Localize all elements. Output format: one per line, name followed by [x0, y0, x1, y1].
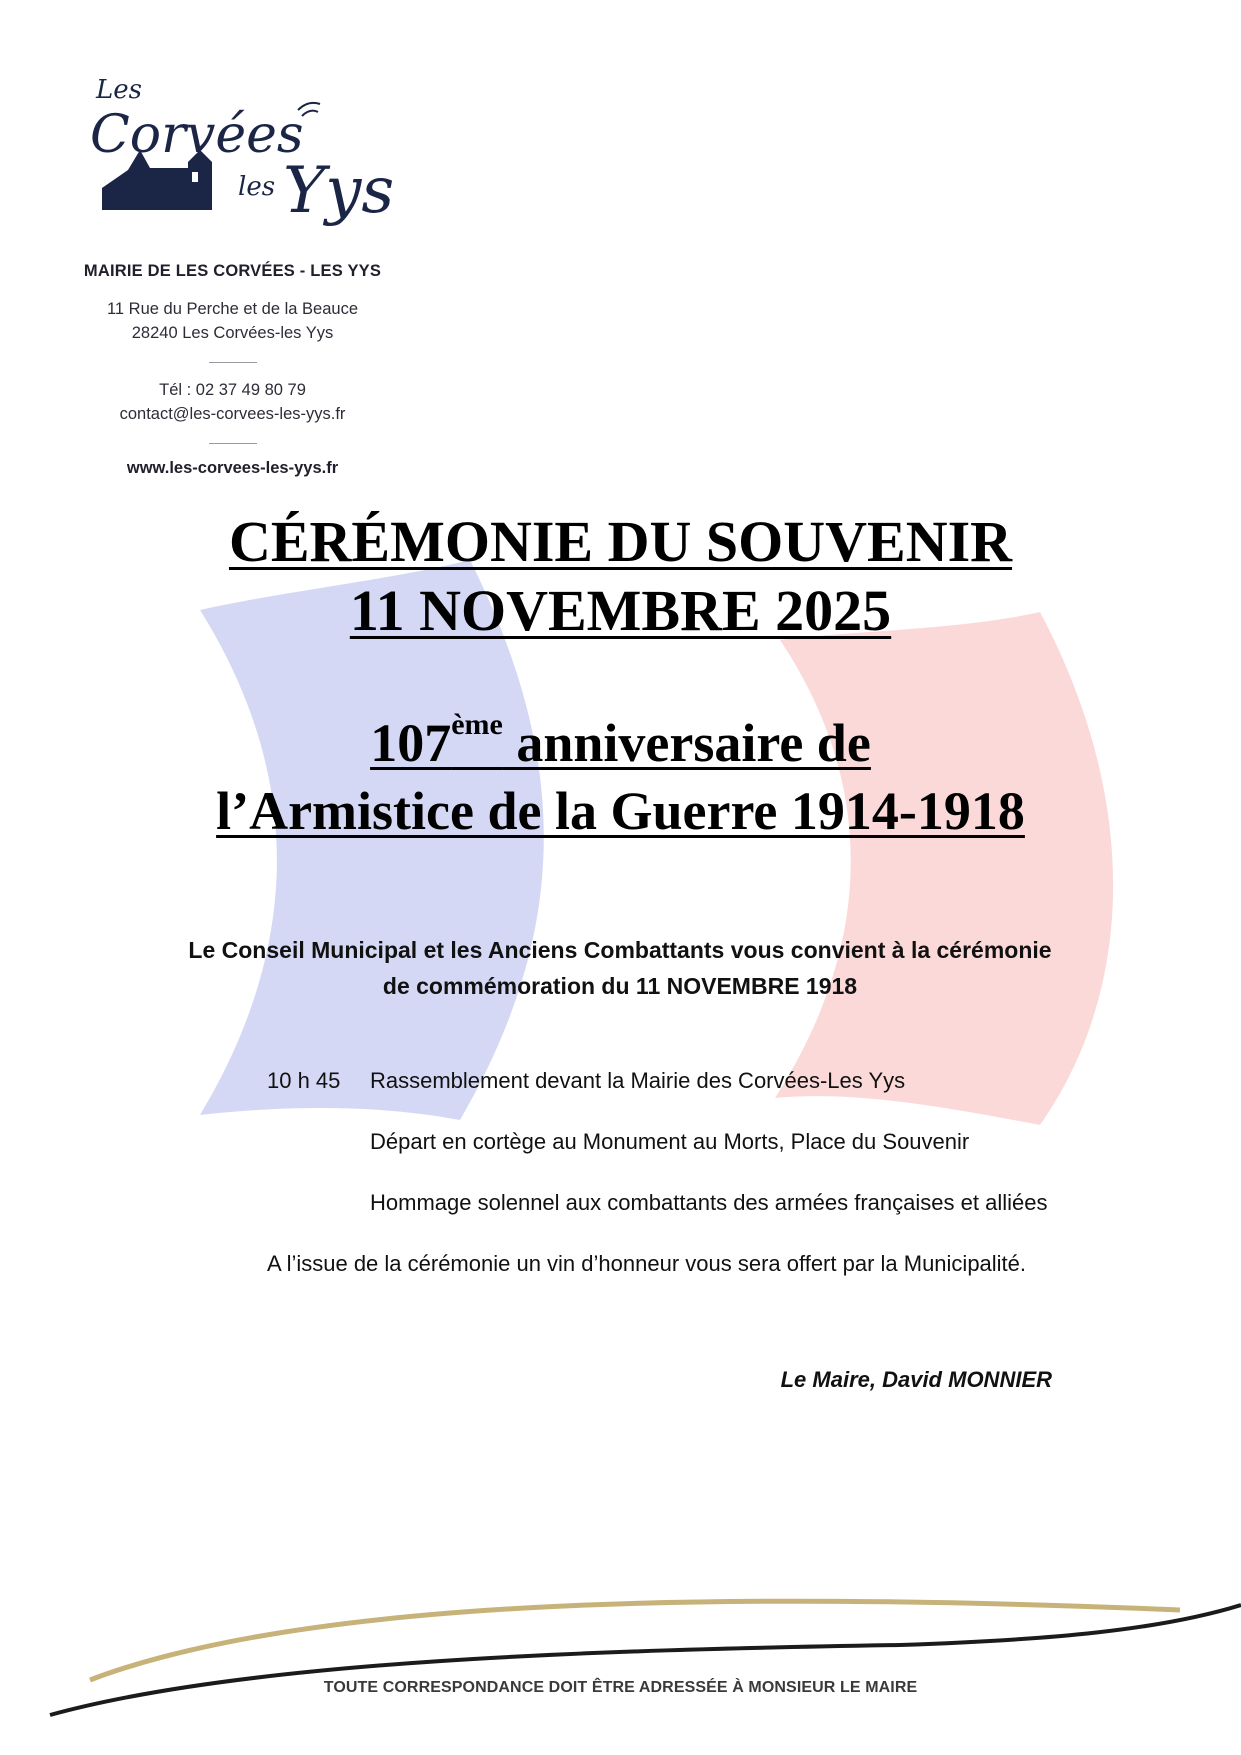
title-armistice: l’Armistice de la Guerre 1914-1918: [216, 781, 1025, 841]
intro-line-1: Le Conseil Municipal et les Anciens Combattants vous convient à la cérémonie: [188, 937, 1052, 963]
title-line-1: [0, 508, 1241, 575]
mairie-name: MAIRIE DE LES CORVÉES - LES YYS: [83, 262, 382, 280]
title-anniversary: [370, 708, 871, 773]
title-date: 11 NOVEMBRE 2025: [349, 578, 892, 643]
website-link[interactable]: www.les-corvees-les-yys.fr: [126, 459, 339, 477]
intro-line-2: de commémoration du 11 NOVEMBRE 1918: [382, 973, 858, 999]
address-line-2: 28240 Les Corvées-les Yys: [131, 324, 334, 342]
anniversary-number: 107: [370, 713, 452, 773]
program-item: Départ en cortège au Monument au Morts, Place du Souvenir: [370, 1129, 970, 1154]
flag-red-band: [775, 612, 1113, 1125]
closing-note: A l’issue de la cérémonie un vin d’honneur vous sera offert par la Municipalité.: [267, 1251, 1027, 1276]
program-item: Rassemblement devant la Mairie des Corvées-Les Yys: [370, 1068, 906, 1093]
town-logo: [88, 70, 408, 245]
logo-text-les: Les: [96, 75, 142, 105]
logo-text-corvees: Corvées: [90, 105, 304, 165]
anniversary-text: anniversaire de: [502, 713, 871, 773]
title-ceremonie: CÉRÉMONIE DU SOUVENIR: [228, 509, 1013, 574]
footer-notice: TOUTE CORRESPONDANCE DOIT ÊTRE ADRESSÉE À MONSIEUR LE MAIRE: [323, 1679, 918, 1696]
header-divider: [209, 362, 257, 363]
telephone: Tél : 02 37 49 80 79: [159, 381, 306, 399]
program-time: 10 h 45: [267, 1068, 341, 1093]
anniversary-suffix: ème: [451, 708, 503, 741]
title-line-3: [0, 708, 1241, 774]
mayor-signature: Le Maire, David MONNIER: [780, 1367, 1052, 1392]
address-line-1: 11 Rue du Perche et de la Beauce: [106, 300, 359, 318]
footer-swoosh: [0, 1570, 1241, 1720]
title-line-2: [0, 577, 1241, 644]
footer-swoosh-dark: [50, 1605, 1241, 1715]
logo-text-yys: Yys: [283, 154, 395, 228]
header-divider: [209, 443, 257, 444]
email-link[interactable]: contact@les-corvees-les-yys.fr: [119, 405, 346, 423]
logo-text-les-small: les: [238, 172, 276, 202]
program-item: Hommage solennel aux combattants des armées françaises et alliées: [370, 1190, 1048, 1215]
title-line-4: [0, 780, 1241, 842]
